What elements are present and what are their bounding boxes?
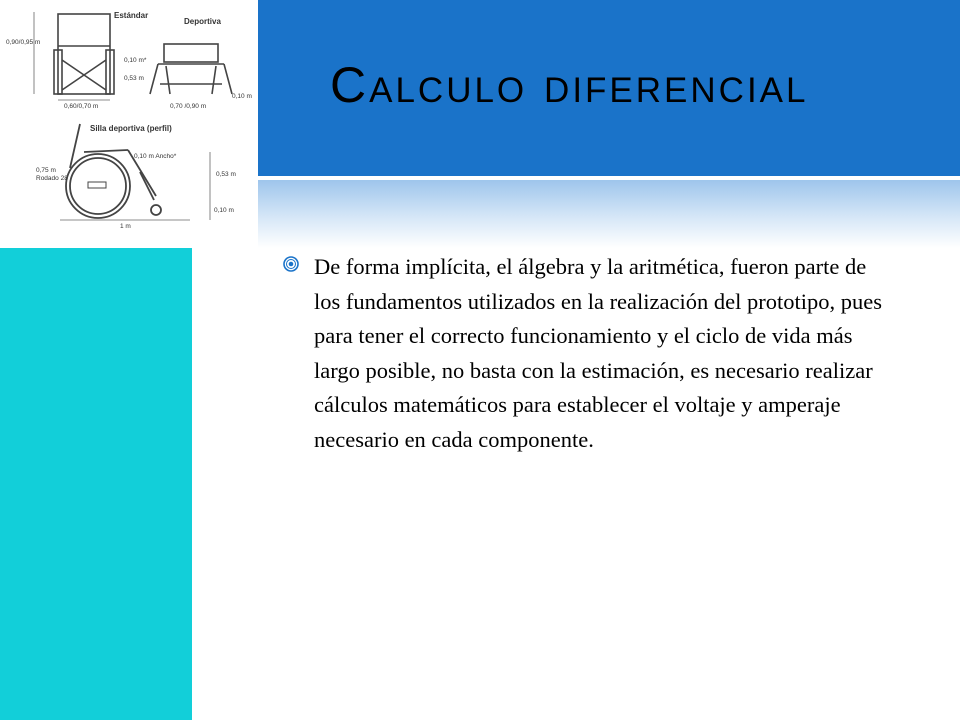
profile-wheel-label: Rodado 28 [36,175,68,182]
circled-bullet-icon [280,253,302,275]
profile-title-label: Silla deportiva (perfil) [90,124,172,133]
profile-height-label: 0,75 m [36,167,56,174]
sport-side-label: 0,10 m [232,93,252,100]
profile-length-label: 1 m [120,223,131,230]
std-width-label: 0,60/0,70 m [64,103,99,110]
sport-width-label: 0,70 /0,90 m [170,103,207,110]
std-title-label: Estándar [114,11,149,20]
profile-top-label: 0,10 m Ancho* [134,153,177,160]
sport-top-label: 0,10 m* [124,57,147,64]
bullet-text: De forma implícita, el álgebra y la aritmética, fueron parte de los fundamentos utilizados en la realización del prototipo, pues para tener el correcto funcionamiento y el ciclo de vida más largo posible, no basta con la estimación, es necesario realizar cálculos matemáticos para establecer el voltaje y amperaje necesario en cada componente. [314,254,882,452]
sport-mid-label: 0,53 m [124,75,144,82]
title-gradient [258,180,960,248]
sport-title-label: Deportiva [184,17,221,26]
std-height-label: 0,90/0,95 m [6,39,41,46]
slide-title: Calculo diferencial [330,57,809,113]
profile-mid-label: 0,53 m [216,171,236,178]
wheelchair-diagram-icon [0,0,258,248]
profile-bottom-label: 0,10 m [214,207,234,214]
wheelchair-diagram-image [0,0,258,248]
side-accent-bar [0,248,192,720]
